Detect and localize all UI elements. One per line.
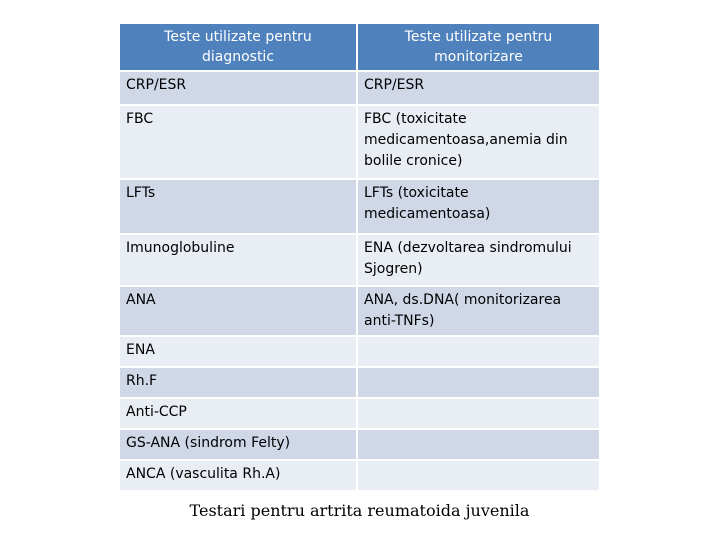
monitoring-cell	[358, 430, 599, 461]
table-row	[120, 399, 599, 430]
table-row	[120, 180, 599, 235]
table-row	[120, 337, 599, 368]
diagnostic-cell: Imunoglobuline	[120, 235, 358, 287]
diagnostic-cell: LFTs	[120, 180, 358, 235]
monitoring-cell	[358, 368, 599, 399]
diagnostic-cell: FBC	[120, 106, 358, 180]
table-row	[120, 72, 599, 106]
diagnostic-cell: ANA	[120, 287, 358, 337]
table-caption: Testari pentru artrita reumatoida juvenila	[189, 501, 530, 520]
diagnostic-cell: CRP/ESR	[120, 72, 358, 106]
header-monitoring: Teste utilizate pentru monitorizare	[358, 24, 599, 72]
monitoring-cell	[358, 337, 599, 368]
header-diagnostic: Teste utilizate pentru diagnostic	[120, 24, 358, 72]
table-header-row	[120, 24, 599, 72]
table-row	[120, 430, 599, 461]
diagnostic-cell: ANCA (vasculita Rh.A)	[120, 461, 358, 492]
table-row	[120, 368, 599, 399]
monitoring-cell: FBC (toxicitate medicamentoasa,anemia din bolile cronice)	[358, 106, 599, 180]
monitoring-cell: LFTs (toxicitate medicamentoasa)	[358, 180, 599, 235]
table-row	[120, 461, 599, 492]
table-row	[120, 235, 599, 287]
table-row	[120, 287, 599, 337]
monitoring-cell: CRP/ESR	[358, 72, 599, 106]
diagnostic-cell: ENA	[120, 337, 358, 368]
table-row	[120, 106, 599, 180]
tests-table	[120, 24, 599, 492]
diagnostic-cell: Rh.F	[120, 368, 358, 399]
monitoring-cell	[358, 461, 599, 492]
diagnostic-cell: GS-ANA (sindrom Felty)	[120, 430, 358, 461]
monitoring-cell: ENA (dezvoltarea sindromului Sjogren)	[358, 235, 599, 287]
diagnostic-cell: Anti-CCP	[120, 399, 358, 430]
monitoring-cell: ANA, ds.DNA( monitorizarea anti-TNFs)	[358, 287, 599, 337]
monitoring-cell	[358, 399, 599, 430]
